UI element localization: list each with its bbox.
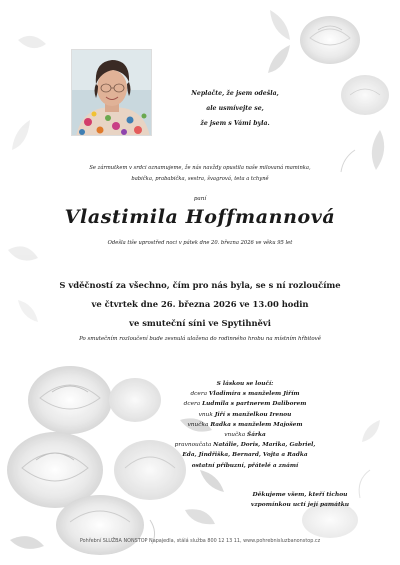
closing-line: Děkujeme všem, kteří tichou bbox=[252, 491, 348, 498]
mourners-list bbox=[170, 379, 320, 471]
mourner-names: ostatní příbuzní, přátelé a známí bbox=[191, 462, 299, 469]
mourner-names: Radka s manželem Majošem bbox=[210, 421, 303, 428]
mourner-names: Šárka bbox=[247, 432, 266, 439]
announcement-intro bbox=[50, 163, 350, 184]
deceased-name: Vlastimila Hoffmannová bbox=[64, 206, 336, 228]
funeral-info bbox=[30, 276, 370, 333]
mourner-names: Vladimíra s manželem Jiřím bbox=[208, 391, 300, 398]
quote-line: že jsem s Vámi byla. bbox=[200, 120, 270, 127]
burial-note: Po smutečním rozloučení bude zesnulá uložena do rodinného hrobu na místním hřbitově bbox=[79, 336, 321, 342]
funeral-line: ve smuteční síni ve Spytihněvi bbox=[129, 318, 271, 328]
quote-line: ale usmívejte se, bbox=[206, 105, 264, 112]
quote-line: Neplačte, že jsem odešla, bbox=[191, 90, 279, 97]
quote bbox=[160, 86, 310, 131]
mourner-names: Eda, Jindřiška, Bernard, Vojta a Radka bbox=[182, 452, 308, 459]
mourner-names: Natálie, Doris, Marika, Gabriel, bbox=[213, 442, 316, 449]
death-date-text: Odešla tiše uprostřed noci v pátek dne 20. března 2026 ve věku 95 let bbox=[107, 240, 293, 246]
mourner-role: vnučka bbox=[187, 421, 209, 428]
closing-line: vzpomínkou uctí její památku bbox=[250, 501, 350, 508]
mourner-line bbox=[170, 440, 320, 450]
funeral-service-footer: Pohřební SLUŽBA NONSTOP Napajedla, stálá služba 800 12 13 11, www.pohrebnisluzbanonstop.cz bbox=[79, 538, 321, 544]
top-left-roses bbox=[12, 36, 46, 150]
intro-line: babička, prababička, sestra, švagrová, teta a tchyně bbox=[131, 175, 269, 182]
mourner-names: Ludmila s partnerem Daliborem bbox=[202, 401, 307, 408]
mourner-role: vnučka bbox=[224, 432, 246, 439]
mourners-heading: S láskou se loučí: bbox=[216, 381, 274, 387]
funeral-line: S vděčností za všechno, čím pro nás byla, se s ní rozloučíme bbox=[59, 280, 341, 290]
funeral-line: ve čtvrtek dne 26. března 2026 ve 13.00 hodin bbox=[91, 299, 309, 309]
honorific: paní bbox=[193, 196, 207, 202]
mourner-role: pravnoučata bbox=[174, 442, 212, 449]
portrait-photo bbox=[71, 49, 152, 136]
intro-line: Se zármutkem v srdci oznamujeme, že nás navždy opustila naše milovaná maminka, bbox=[89, 165, 311, 171]
mourner-line bbox=[170, 399, 320, 409]
mourner-role: dcera bbox=[183, 401, 201, 408]
mourner-line bbox=[170, 410, 320, 420]
closing-thanks bbox=[230, 490, 370, 510]
mourner-line bbox=[170, 461, 320, 471]
mourner-role: vnuk bbox=[198, 411, 213, 418]
mourner-role: dcera bbox=[190, 391, 208, 398]
mourner-line bbox=[170, 450, 320, 460]
mourner-line bbox=[170, 430, 320, 440]
portrait-image bbox=[72, 50, 152, 136]
mourner-line bbox=[170, 389, 320, 399]
mourner-names: Jiří s manželkou Irenou bbox=[214, 411, 292, 418]
mourner-line bbox=[170, 420, 320, 430]
